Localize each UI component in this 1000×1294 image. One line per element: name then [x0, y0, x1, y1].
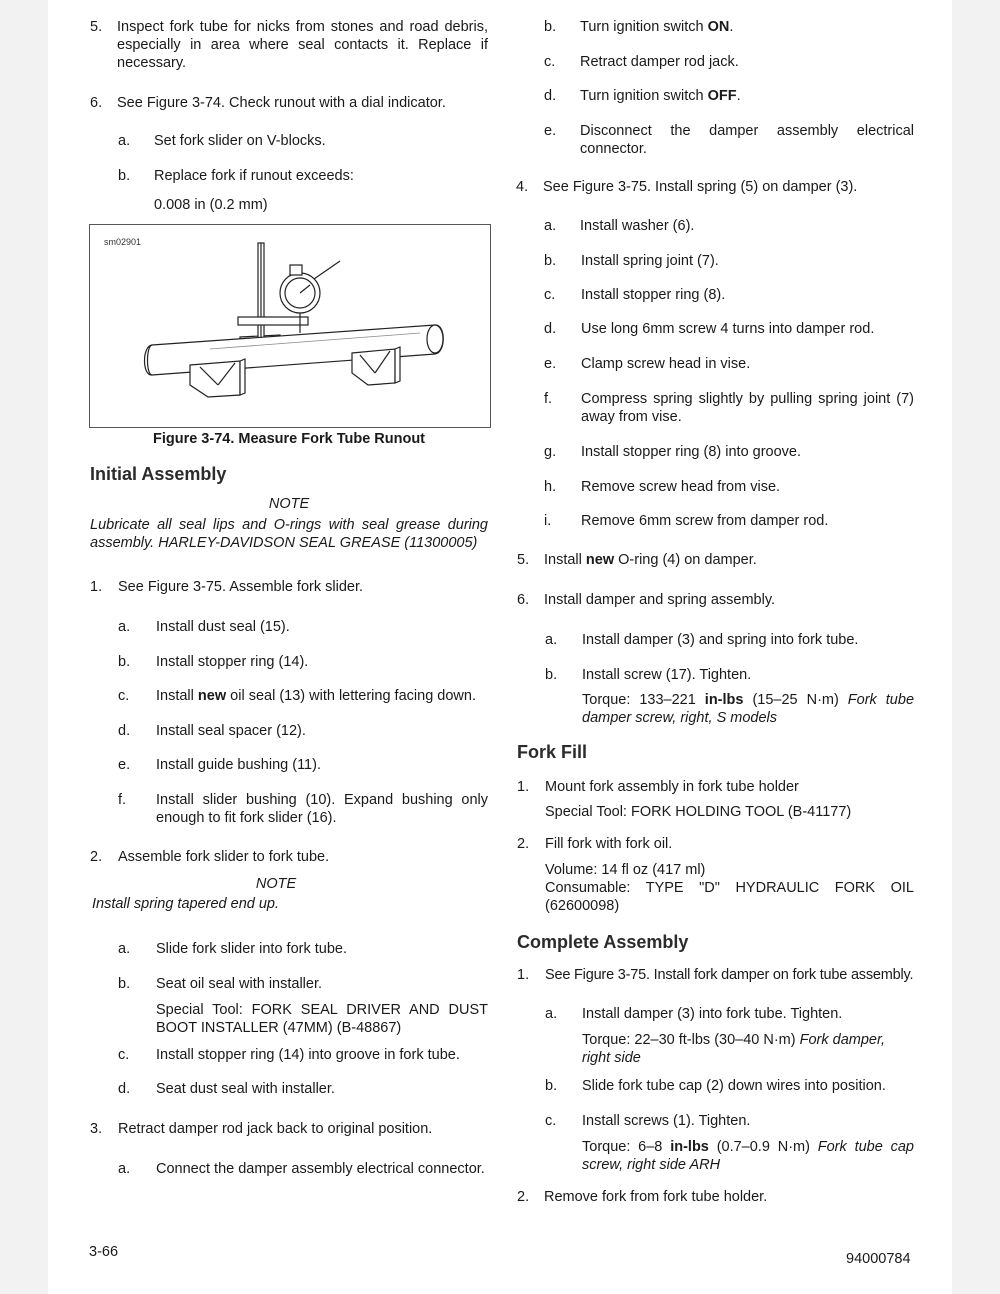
substep-letter: b.	[118, 976, 131, 992]
step-number: 1.	[517, 967, 530, 983]
substep-letter: e.	[118, 757, 131, 773]
step-text: Install damper and spring assembly.	[544, 592, 776, 608]
step-number: 2.	[517, 836, 530, 852]
oil-volume: Volume: 14 fl oz (417 ml)	[545, 862, 706, 878]
substep-text: Remove screw head from vise.	[581, 479, 781, 495]
step-number: 6.	[90, 95, 103, 111]
torque-spec: Torque: 133–221 in-lbs (15–25 N·m) Fork tube damper screw, right, S models	[582, 692, 915, 726]
substep-letter: b.	[545, 667, 558, 683]
substep-letter: b.	[544, 253, 557, 269]
special-tool: Special Tool: FORK HOLDING TOOL (B-41177)	[545, 804, 852, 820]
substep-letter: a.	[545, 632, 558, 648]
substep-text: Slide fork slider into fork tube.	[156, 941, 348, 957]
note-heading: NOTE	[268, 496, 310, 512]
step-text: Mount fork assembly in fork tube holder	[545, 779, 799, 795]
substep-letter: c.	[544, 287, 556, 303]
substep-text: Remove 6mm screw from damper rod.	[581, 513, 829, 529]
substep-letter: g.	[544, 444, 557, 460]
substep-text: Install screw (17). Tighten.	[582, 667, 752, 683]
step-number: 1.	[517, 779, 530, 795]
step-number: 2.	[90, 849, 103, 865]
substep-letter: b.	[118, 654, 131, 670]
step-text: Inspect fork tube for nicks from stones and road debris, especially in area where seal contacts it. Replace if necessary.	[117, 19, 488, 71]
substep-text: Use long 6mm screw 4 turns into damper rod.	[581, 321, 875, 337]
step-text: See Figure 3-74. Check runout with a dial indicator.	[117, 95, 446, 111]
substep-text: Install stopper ring (14) into groove in fork tube.	[156, 1047, 460, 1063]
document-number: 94000784	[846, 1251, 911, 1267]
substep-letter: d.	[118, 723, 131, 739]
step-number: 6.	[517, 592, 530, 608]
substep-text: Slide fork tube cap (2) down wires into position.	[582, 1078, 886, 1094]
step-text: Remove fork from fork tube holder.	[544, 1189, 768, 1205]
step-text: See Figure 3-75. Install fork damper on fork tube assembly.	[545, 967, 914, 983]
substep-text: Install stopper ring (14).	[156, 654, 309, 670]
substep-text: Seat dust seal with installer.	[156, 1081, 335, 1097]
substep-text: Install screws (1). Tighten.	[582, 1113, 751, 1129]
substep-letter: a.	[118, 941, 131, 957]
substep-text: Install stopper ring (8).	[581, 287, 726, 303]
step-number: 5.	[517, 552, 530, 568]
step-number: 2.	[517, 1189, 530, 1205]
substep-letter: b.	[118, 168, 131, 184]
step-text: Install new O-ring (4) on damper.	[544, 552, 757, 568]
substep-text: Install damper (3) and spring into fork tube.	[582, 632, 859, 648]
substep-letter: d.	[544, 321, 557, 337]
torque-spec: Torque: 6–8 in-lbs (0.7–0.9 N·m) Fork tube cap screw, right side ARH	[582, 1139, 914, 1173]
section-heading: Complete Assembly	[517, 932, 689, 952]
substep-text: Install guide bushing (11).	[156, 757, 321, 773]
substep-text: Set fork slider on V-blocks.	[154, 133, 326, 149]
substep-letter: f.	[118, 792, 127, 808]
step-text: Fill fork with fork oil.	[545, 836, 673, 852]
step-text: See Figure 3-75. Assemble fork slider.	[118, 579, 364, 595]
runout-limit: 0.008 in (0.2 mm)	[154, 197, 268, 213]
substep-letter: a.	[118, 619, 131, 635]
step-text: See Figure 3-75. Install spring (5) on damper (3).	[543, 179, 858, 195]
substep-letter: h.	[544, 479, 557, 495]
step-number: 5.	[90, 19, 103, 35]
figure-id: sm02901	[104, 237, 142, 247]
section-heading: Fork Fill	[517, 742, 588, 762]
substep-text: Install dust seal (15).	[156, 619, 290, 635]
substep-letter: e.	[544, 123, 557, 139]
substep-text: Connect the damper assembly electrical connector.	[156, 1161, 485, 1177]
substep-letter: a.	[544, 218, 557, 234]
substep-letter: a.	[118, 1161, 131, 1177]
step-number: 4.	[516, 179, 529, 195]
substep-text: Install seal spacer (12).	[156, 723, 306, 739]
substep-text: Install new oil seal (13) with lettering facing down.	[156, 688, 476, 704]
step-number: 3.	[90, 1121, 103, 1137]
substep-letter: c.	[544, 54, 556, 70]
step-text: Retract damper rod jack back to original position.	[118, 1121, 433, 1137]
special-tool: Special Tool: FORK SEAL DRIVER AND DUST BOOT INSTALLER (47MM) (B-48867)	[156, 1002, 488, 1036]
fork-runout-illustration	[90, 225, 490, 427]
substep-text: Install stopper ring (8) into groove.	[581, 444, 802, 460]
substep-text: Clamp screw head in vise.	[581, 356, 751, 372]
substep-text: Disconnect the damper assembly electrical connector.	[580, 123, 914, 157]
step-number: 1.	[90, 579, 103, 595]
figure-fork-runout	[89, 224, 491, 428]
substep-letter: b.	[544, 19, 557, 35]
substep-letter: e.	[544, 356, 557, 372]
substep-letter: a.	[545, 1006, 558, 1022]
note-heading: NOTE	[255, 876, 297, 892]
torque-spec: Torque: 22–30 ft-lbs (30–40 N·m) Fork damper, right side	[582, 1032, 886, 1066]
substep-letter: d.	[544, 88, 557, 104]
substep-letter: i.	[544, 513, 552, 529]
note-body: Install spring tapered end up.	[92, 896, 280, 912]
note-body: Lubricate all seal lips and O-rings with seal grease during assembly. HARLEY-DAVIDSON SEAL GREASE (11300005)	[90, 517, 488, 551]
substep-letter: c.	[118, 1047, 130, 1063]
substep-letter: c.	[545, 1113, 557, 1129]
figure-caption: Figure 3-74. Measure Fork Tube Runout	[152, 431, 426, 447]
substep-text: Install washer (6).	[580, 218, 695, 234]
substep-text: Install slider bushing (10). Expand bushing only enough to fit fork slider (16).	[156, 792, 488, 826]
substep-text: Install spring joint (7).	[581, 253, 719, 269]
page-number: 3-66	[89, 1244, 119, 1260]
substep-letter: b.	[545, 1078, 558, 1094]
substep-letter: d.	[118, 1081, 131, 1097]
substep-text: Compress spring slightly by pulling spring joint (7) away from vise.	[581, 391, 914, 425]
substep-text: Retract damper rod jack.	[580, 54, 739, 70]
oil-consumable: Consumable: TYPE "D" HYDRAULIC FORK OIL (62600098)	[545, 880, 914, 914]
section-heading: Initial Assembly	[90, 464, 227, 484]
substep-text: Turn ignition switch ON.	[580, 19, 734, 35]
substep-letter: f.	[544, 391, 553, 407]
substep-text: Replace fork if runout exceeds:	[154, 168, 354, 184]
substep-text: Turn ignition switch OFF.	[580, 88, 741, 104]
step-text: Assemble fork slider to fork tube.	[118, 849, 330, 865]
substep-text: Install damper (3) into fork tube. Tighten.	[582, 1006, 843, 1022]
substep-letter: c.	[118, 688, 130, 704]
substep-text: Seat oil seal with installer.	[156, 976, 323, 992]
substep-letter: a.	[118, 133, 131, 149]
